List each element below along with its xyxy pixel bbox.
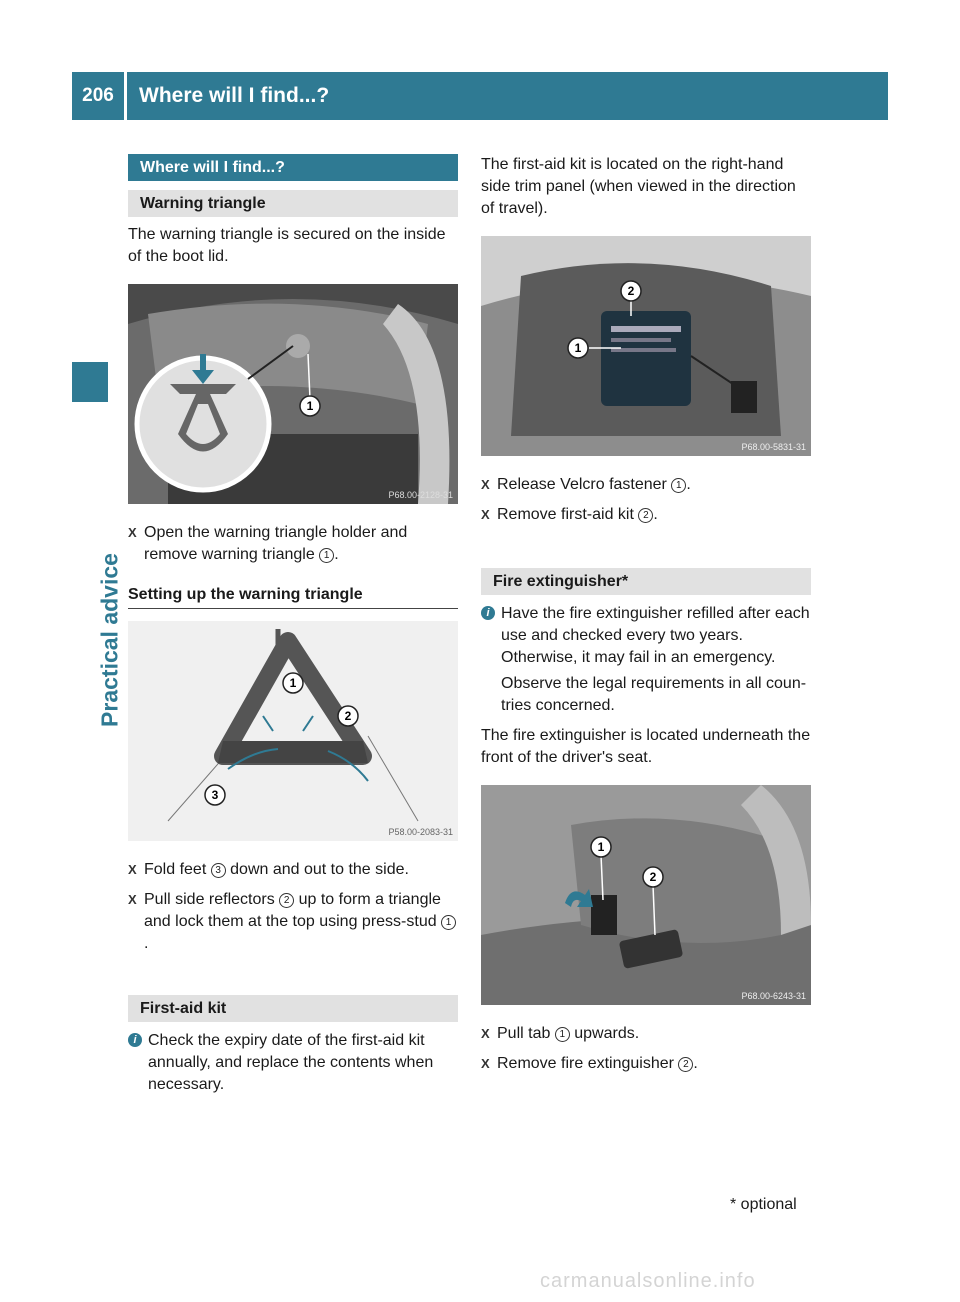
step-pull-reflectors: X Pull side reflectors 2 up to form a triangle and lock them at the top using press-stud 1. bbox=[128, 889, 458, 955]
callout-two: 2 bbox=[627, 284, 635, 298]
watermark: carmanualsonline.info bbox=[540, 1270, 756, 1292]
step-arrow-icon: X bbox=[128, 525, 137, 540]
first-aid-kit-photo bbox=[481, 236, 811, 456]
step-arrow-icon: X bbox=[481, 1056, 490, 1071]
first-aid-location: The first-aid kit is located on the right-hand side trim panel (when viewed in the direction of travel). bbox=[481, 156, 796, 217]
callout-one: 1 bbox=[574, 341, 582, 355]
marker-three: 3 bbox=[211, 863, 226, 878]
left-column bbox=[128, 154, 458, 1096]
first-aid-heading: First-aid kit bbox=[128, 995, 458, 1022]
image-code: P68.00-6243-31 bbox=[741, 991, 806, 1001]
step-remove-kit: X Remove first-aid kit 2 . bbox=[481, 504, 811, 526]
boot-lid-photo bbox=[128, 284, 458, 504]
step-arrow-icon: X bbox=[481, 477, 490, 492]
fire-extinguisher-heading: Fire extinguisher* bbox=[481, 568, 811, 595]
warning-triangle-diagram bbox=[128, 621, 458, 841]
marker-two: 2 bbox=[678, 1057, 693, 1072]
callout-two: 2 bbox=[649, 870, 657, 884]
step-pull-tab: X Pull tab 1 upwards. bbox=[481, 1023, 811, 1045]
step-open-holder: X Open the warning triangle holder and remove warning triangle 1 . bbox=[128, 522, 458, 566]
step-arrow-icon: X bbox=[128, 892, 137, 907]
info-icon: i bbox=[481, 606, 495, 620]
image-code: P68.00-2128-31 bbox=[388, 490, 453, 500]
page-number: 206 bbox=[82, 85, 114, 106]
step-release-velcro: X Release Velcro fastener 1 . bbox=[481, 474, 811, 496]
step-arrow-icon: X bbox=[128, 862, 137, 877]
right-column bbox=[481, 154, 811, 1075]
callout-two: 2 bbox=[344, 709, 352, 723]
step-arrow-icon: X bbox=[481, 1026, 490, 1041]
marker-one: 1 bbox=[555, 1027, 570, 1042]
optional-footnote: * optional bbox=[730, 1196, 797, 1213]
section-title: Where will I find...? bbox=[128, 154, 458, 181]
warning-triangle-intro: The warning triangle is secured on the inside of the boot lid. bbox=[128, 226, 446, 265]
callout-one: 1 bbox=[597, 840, 605, 854]
first-aid-note: i Check the expiry date of the first-aid kit annually, and replace the contents when necessary. bbox=[128, 1030, 458, 1096]
marker-two: 2 bbox=[638, 508, 653, 523]
marker-one: 1 bbox=[671, 478, 686, 493]
marker-one: 1 bbox=[319, 548, 334, 563]
image-code: P58.00-2083-31 bbox=[388, 827, 453, 837]
info-icon: i bbox=[128, 1033, 142, 1047]
header-divider bbox=[124, 72, 127, 120]
callout-one: 1 bbox=[289, 676, 297, 690]
page-header bbox=[72, 72, 888, 120]
fire-extinguisher-photo bbox=[481, 785, 811, 1005]
setup-heading: Setting up the warning triangle bbox=[128, 584, 458, 609]
header-title: Where will I find...? bbox=[139, 84, 330, 107]
callout-one: 1 bbox=[306, 399, 314, 413]
marker-one: 1 bbox=[441, 915, 456, 930]
marker-two: 2 bbox=[279, 893, 294, 908]
step-arrow-icon: X bbox=[481, 507, 490, 522]
chapter-label: Practical advice bbox=[96, 553, 123, 727]
chapter-tab-marker bbox=[72, 362, 108, 402]
fire-extinguisher-location: The fire extinguisher is located underneath the front of the driver's seat. bbox=[481, 727, 811, 766]
step-fold-feet: X Fold feet 3 down and out to the side. bbox=[128, 859, 458, 881]
image-code: P68.00-5831-31 bbox=[741, 442, 806, 452]
fire-extinguisher-note: i Have the fire extinguisher refilled after each use and checked every two years. Otherwise, it may fail in an emergency. Observe the legal requirements in all coun-tries concerned. bbox=[481, 603, 811, 717]
callout-three: 3 bbox=[211, 788, 219, 802]
warning-triangle-heading: Warning triangle bbox=[128, 190, 458, 217]
step-remove-extinguisher: X Remove fire extinguisher 2 . bbox=[481, 1053, 811, 1075]
